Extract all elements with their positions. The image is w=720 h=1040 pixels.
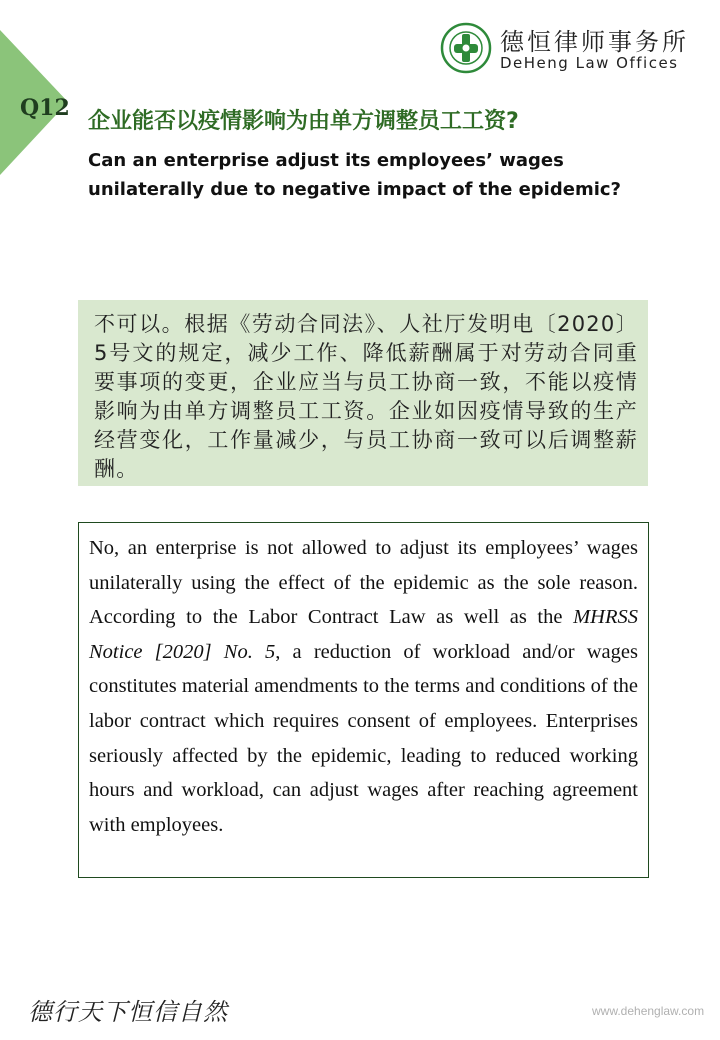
answer-en-text bbox=[89, 531, 638, 842]
answer-cn-text: 不可以。根据《劳动合同法》、人社厅发明电〔2020〕5号文的规定，减少工作、降低薪酬属于对劳动合同重要事项的变更，企业应当与员工协商一致，不能以疫情影响为由单方调整员工工资。企业如因疫情导致的生产经营变化，工作量减少，与员工协商一致可以后调整薪酬。 bbox=[94, 312, 638, 481]
question-number: Q12 bbox=[20, 95, 70, 121]
firm-name-en: DeHeng Law Offices bbox=[500, 54, 679, 72]
answer-en-box bbox=[78, 522, 649, 878]
deheng-seal-icon bbox=[440, 22, 492, 74]
answer-en-part1: No, an enterprise is not allowed to adjust its employees’ wages unilaterally using the effect of the epidemic as the sole reason. According to the Labor Contract Law as well as the bbox=[89, 537, 638, 629]
answer-cn-box bbox=[78, 300, 648, 486]
calligraphy-slogan: 德行天下恒信自然 bbox=[28, 998, 228, 1026]
website-link[interactable]: www.dehenglaw.com bbox=[592, 1004, 705, 1018]
firm-logo bbox=[440, 22, 710, 78]
notice-reference: MHRSS Notice [2020] No. 5 bbox=[89, 606, 638, 663]
question-title-cn: 企业能否以疫情影响为由单方调整员工工资? bbox=[88, 109, 519, 134]
answer-en-part2: , a reduction of workload and/or wages constitutes material amendments to the terms and conditions of the labor contract which requires consent of employees. Enterprises seriously affected by the epidemic, leading to reduced working hours and workload, can adjust wages after reaching agreement with employees. bbox=[89, 640, 638, 836]
question-title-en: Can an enterprise adjust its employees’ wages unilaterally due to negative impact of the epidemic? bbox=[88, 150, 621, 200]
firm-name-cn: 德恒律师事务所 bbox=[500, 28, 689, 56]
